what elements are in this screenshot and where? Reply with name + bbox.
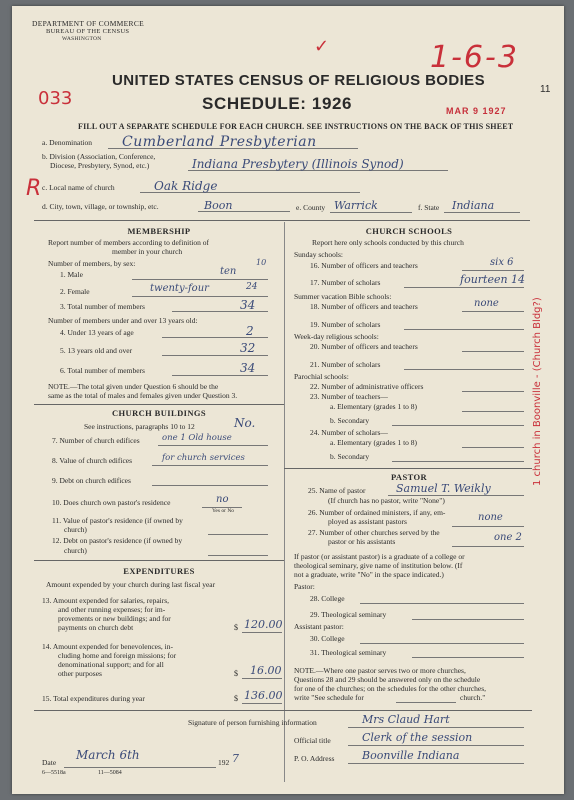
po-address-label: P. O. Address xyxy=(294,754,335,763)
membership-intro-2: member in your church xyxy=(112,247,183,256)
side-note: 1 church in Boonville - (Church Bldg?) xyxy=(532,297,543,486)
q23-label: 23. Number of teachers— xyxy=(310,392,388,401)
print-code: 11—5084 xyxy=(98,770,122,776)
pastor-note-1: NOTE.—Where one pastor serves two or more churches, xyxy=(294,666,466,675)
local-name-value: Oak Ridge xyxy=(154,179,218,193)
q3-value: 34 xyxy=(240,298,256,312)
q30-label: 30. College xyxy=(310,634,345,643)
q18-value: none xyxy=(474,298,499,309)
q8-value: for church services xyxy=(162,453,245,463)
form-title: UNITED STATES CENSUS OF RELIGIOUS BODIES xyxy=(112,72,485,89)
division-label-1: b. Division (Association, Conference, xyxy=(42,152,156,161)
q2-value: twenty-four xyxy=(150,283,209,294)
year-value: 7 xyxy=(232,752,239,765)
q26-label-1: 26. Number of ordained ministers, if any, em- xyxy=(308,508,446,517)
q24b-label: b. Secondary xyxy=(330,452,370,461)
signature-label: Signature of person furnishing information xyxy=(188,718,317,727)
q22-label: 22. Number of administrative officers xyxy=(310,382,424,391)
date-value: March 6th xyxy=(76,748,140,762)
q10-hint: Yes or No xyxy=(212,508,235,514)
top-right-number: 1-6-3 xyxy=(430,40,519,75)
q14-line-3: denominational support; and for all xyxy=(58,660,164,669)
city-label: WASHINGTON xyxy=(62,36,102,42)
buildings-see-mark: No. xyxy=(234,416,256,430)
pastor-note-4: write "See schedule for xyxy=(294,693,364,702)
q13-line-4: payments on church debt xyxy=(58,623,134,632)
q27-value: one 2 xyxy=(494,532,522,543)
buildings-see: See instructions, paragraphs 10 to 12 xyxy=(84,422,195,431)
bureau-label: BUREAU OF THE CENSUS xyxy=(46,28,130,35)
official-title-value: Clerk of the session xyxy=(362,731,473,744)
weekday-label: Week-day religious schools: xyxy=(294,332,379,341)
q16-label: 16. Number of officers and teachers xyxy=(310,261,418,270)
q15-label: 15. Total expenditures during year xyxy=(42,694,145,703)
q1-label: 1. Male xyxy=(60,270,83,279)
po-address-value: Boonville Indiana xyxy=(362,749,460,762)
form-number: 6—5518a xyxy=(42,770,66,776)
q11-label-1: 11. Value of pastor's residence (if owned by xyxy=(52,516,183,525)
vacation-label: Summer vacation Bible schools: xyxy=(294,292,392,301)
corner-number: 11 xyxy=(540,84,551,95)
q25-hint: (If church has no pastor, write "None") xyxy=(328,496,445,505)
q27-label-2: pastor or his assistants xyxy=(328,537,396,546)
q11-label-2: church) xyxy=(64,525,87,534)
buildings-title: CHURCH BUILDINGS xyxy=(111,408,206,418)
q20-label: 20. Number of officers and teachers xyxy=(310,342,418,351)
q2-label: 2. Female xyxy=(60,287,90,296)
signature-value: Mrs Claud Hart xyxy=(362,713,450,726)
q4-label: 4. Under 13 years of age xyxy=(60,328,134,337)
county-label: e. County xyxy=(296,203,326,212)
census-schedule-page xyxy=(12,6,564,794)
state-label: f. State xyxy=(418,203,440,212)
by-sex-label: Number of members, by sex: xyxy=(48,259,136,268)
q23a-label: a. Elementary (grades 1 to 8) xyxy=(330,402,418,411)
expenditures-intro: Amount expended by your church during last fiscal year xyxy=(46,580,216,589)
q9-label: 9. Debt on church edifices xyxy=(52,476,131,485)
q17-label: 17. Number of scholars xyxy=(310,278,381,287)
membership-title: MEMBERSHIP xyxy=(127,226,191,236)
pastor-note-5: church." xyxy=(460,693,486,702)
q21-label: 21. Number of scholars xyxy=(310,360,381,369)
schedule-title: SCHEDULE: 1926 xyxy=(202,94,353,113)
q14-line-4: other purposes xyxy=(58,669,102,678)
q31-label: 31. Theological seminary xyxy=(310,648,387,657)
check-mark: ✓ xyxy=(314,36,330,57)
city-town-label: d. City, town, village, or township, etc. xyxy=(42,202,159,211)
year-label: 192 xyxy=(218,758,230,767)
top-left-number: 033 xyxy=(38,88,73,109)
q25-value: Samuel T. Weikly xyxy=(396,482,491,495)
membership-note-2: same as the total of males and females given under Question 3. xyxy=(48,391,238,400)
sunday-label: Sunday schools: xyxy=(294,250,343,259)
q25-label: 25. Name of pastor xyxy=(308,486,366,495)
q7-label: 7. Number of church edifices xyxy=(52,436,140,445)
asst-pastor-header: Assistant pastor: xyxy=(294,622,344,631)
pastor-title: PASTOR xyxy=(390,472,428,482)
q16-value: six 6 xyxy=(490,257,514,268)
q10-value: no xyxy=(216,494,229,505)
q15-value: 136.00 xyxy=(244,689,283,702)
q24-label: 24. Number of scholars— xyxy=(310,428,388,437)
q14-line-1: 14. Amount expended for benevolences, in- xyxy=(42,642,174,651)
q12-label-1: 12. Debt on pastor's residence (if owned by xyxy=(52,536,183,545)
membership-note-1: NOTE.—The total given under Question 6 should be the xyxy=(48,382,219,391)
q7-value: one 1 Old house xyxy=(162,433,232,443)
age-label: Number of members under and over 13 years old: xyxy=(48,316,198,325)
q13-line-2: and other running expenses; for im- xyxy=(58,605,166,614)
membership-intro-1: Report number of members according to definition of xyxy=(48,238,209,247)
pastor-note-3: for one of the churches; on the schedules for the other churches, xyxy=(294,684,487,693)
q5-label: 5. 13 years old and over xyxy=(60,346,133,355)
q1-value: ten xyxy=(220,266,237,277)
q5-value: 32 xyxy=(240,341,256,355)
q13-dollar: $ xyxy=(234,623,238,632)
q13-line-1: 13. Amount expended for salaries, repairs, xyxy=(42,596,170,605)
q29-label: 29. Theological seminary xyxy=(310,610,387,619)
grad-line-3: not a graduate, write "No" in the space indicated.) xyxy=(294,570,444,579)
q2-num: 24 xyxy=(246,282,258,292)
q10-label: 10. Does church own pastor's residence xyxy=(52,498,171,507)
q26-value: none xyxy=(478,512,503,523)
q19-label: 19. Number of scholars xyxy=(310,320,381,329)
q14-dollar: $ xyxy=(234,669,238,678)
local-name-label: c. Local name of church xyxy=(42,183,115,192)
q8-label: 8. Value of church edifices xyxy=(52,456,133,465)
pastor-note-2: Questions 28 and 29 should be answered only on the schedule xyxy=(294,675,481,684)
q18-label: 18. Number of officers and teachers xyxy=(310,302,418,311)
parochial-label: Parochial schools: xyxy=(294,372,349,381)
q3-label: 3. Total number of members xyxy=(60,302,145,311)
q6-value: 34 xyxy=(240,361,256,375)
pastor-header: Pastor: xyxy=(294,582,315,591)
q23b-label: b. Secondary xyxy=(330,416,370,425)
q13-value: 120.00 xyxy=(244,618,283,631)
q27-label-1: 27. Number of other churches served by the xyxy=(308,528,440,537)
q4-value: 2 xyxy=(246,324,254,338)
q6-label: 6. Total number of members xyxy=(60,366,145,375)
denomination-label: a. Denomination xyxy=(42,138,92,147)
q14-value: 16.00 xyxy=(250,664,282,677)
margin-r-mark: R xyxy=(26,176,42,201)
received-stamp: MAR 9 1927 xyxy=(446,106,507,116)
department-label: DEPARTMENT OF COMMERCE xyxy=(32,19,145,28)
state-value: Indiana xyxy=(452,199,495,212)
schools-title: CHURCH SCHOOLS xyxy=(365,226,453,236)
division-value: Indiana Presbytery (Illinois Synod) xyxy=(192,157,404,171)
q13-line-3: provements or new buildings; and for xyxy=(58,614,171,623)
grad-line-1: If pastor (or assistant pastor) is a graduate of a college or xyxy=(294,552,465,561)
q24a-label: a. Elementary (grades 1 to 8) xyxy=(330,438,418,447)
division-label-2: Diocese, Presbytery, Synod, etc.) xyxy=(50,161,150,170)
instruction-line: FILL OUT A SEPARATE SCHEDULE FOR EACH CHURCH. SEE INSTRUCTIONS ON THE BACK OF THIS SHEET xyxy=(78,122,514,131)
q14-line-2: cluding home and foreign missions; for xyxy=(58,651,177,660)
q28-label: 28. College xyxy=(310,594,345,603)
grad-line-2: theological seminary, give name of institution below. (If xyxy=(294,561,463,570)
date-label: Date xyxy=(42,758,57,767)
q1-num: 10 xyxy=(256,258,267,267)
official-title-label: Official title xyxy=(294,736,331,745)
q12-label-2: church) xyxy=(64,546,87,555)
denomination-value: Cumberland Presbyterian xyxy=(122,134,317,150)
city-town-value: Boon xyxy=(204,199,233,212)
county-value: Warrick xyxy=(334,199,378,212)
schools-intro: Report here only schools conducted by this church xyxy=(312,238,464,247)
expenditures-title: EXPENDITURES xyxy=(123,566,195,576)
q17-value: fourteen 14 xyxy=(460,273,526,286)
q26-label-2: ployed as assistant pastors xyxy=(328,517,407,526)
q15-dollar: $ xyxy=(234,694,238,703)
